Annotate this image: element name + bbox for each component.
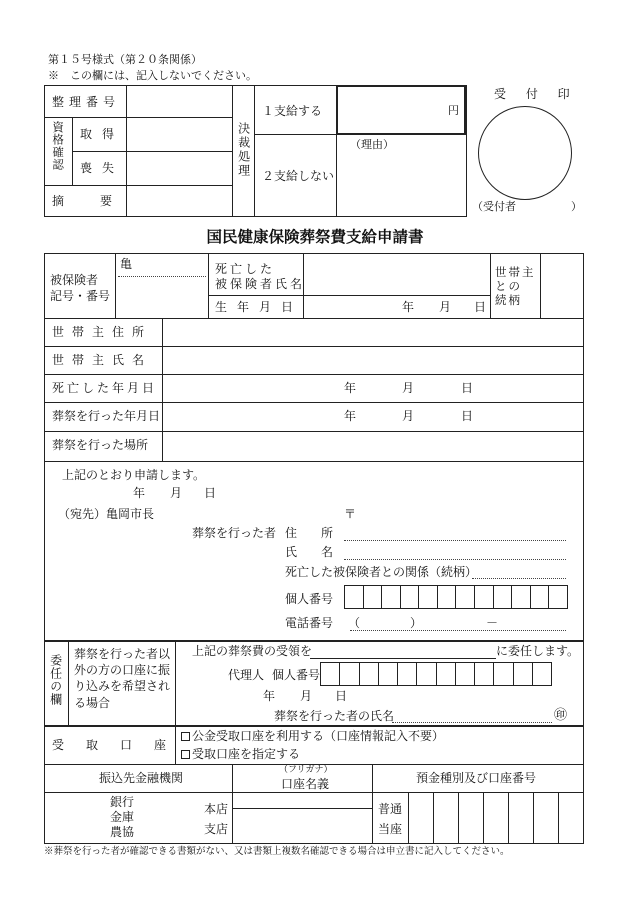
dairinin-label: 代理人 [228,668,265,682]
address-field[interactable] [344,540,566,541]
delegation-year-unit: 年 [263,689,276,703]
my-number-boxes[interactable] [344,585,568,609]
kame-prefix: 亀 [120,257,133,271]
sosai-nengappi-label: 葬祭を行った年月日 [52,409,161,423]
furigana-label: （フリガナ） [279,765,333,775]
phone-open-paren: （ [348,616,361,630]
shutoku-label: 取得 [80,127,125,141]
kokin-koza-checkbox[interactable] [181,732,190,741]
nokyo-label: 農協 [110,825,135,839]
shikyu-suru-label: １支給する [262,104,323,118]
denwa-bango-label: 電話番号 [285,616,334,630]
jusho-label: 住 所 [285,526,334,540]
option-kokin-koza-text: 公金受取口座を利用する（口座情報記入不要） [192,729,445,743]
delegation-month-unit: 月 [300,689,313,703]
delegation-statement-post: に委任します。 [496,644,580,658]
uketori-koza-label: 受取口座 [52,738,189,752]
shiten-label: 支店 [204,822,229,836]
birth-day-unit: 日 [474,300,487,314]
option-shitei-koza-text: 受取口座を指定する [192,747,301,761]
application-month-unit: 月 [170,486,183,500]
koza-meigi-label: 口座名義 [281,777,330,791]
seiri-bango-label: 整理番号 [52,95,121,109]
yokin-shubetsu-label: 預金種別及び口座番号 [416,771,537,785]
birth-month-unit: 月 [439,300,452,314]
sosaisha-shimei-label: 葬祭を行った者の氏名 [274,709,395,723]
payment-amount-box[interactable] [336,85,466,135]
uketsukesha-label: （受付者 ） [472,200,582,213]
hihokensha-kigo-label: 被保険者 記号・番号 [50,273,111,303]
footnote: ※葬祭を行った者が確認できる書類がない、又は書類上複数名確認できる場合は申立書に記入してください。 [44,846,510,857]
shimei-label: 氏 名 [285,545,334,559]
delegate-my-number-boxes[interactable] [320,662,552,686]
honten-label: 本店 [204,802,229,816]
shibo-nengappi-label: 死亡した年月日 [52,381,158,395]
name-field[interactable] [344,559,566,560]
addressee-label: （宛先）亀岡市長 [58,507,155,521]
phone-close-paren: ） [410,616,423,630]
funeral-month-unit: 月 [402,409,415,423]
page-title: 国民健康保険葬祭費支給申請書 [206,227,424,246]
office-use-notice: ※ この欄には、記入しないでください。 [48,69,257,82]
funeral-day-unit: 日 [461,409,474,423]
delegation-description: 葬祭を行った者以外の方の口座に振り込みを希望される場合 [74,647,171,710]
option-kokin-koza[interactable] [181,730,444,742]
postal-mark: 〒 [344,507,357,521]
uketsuke-in-label: 受 付 印 [494,87,578,101]
phone-dash: － [486,616,499,630]
delegation-statement-pre: 上記の葬祭費の受領を [192,644,313,658]
sosaisha-name-field[interactable] [392,722,552,723]
seal-mark: ㊞ [554,708,568,723]
delegation-label: 委任の欄 [48,654,63,706]
seinengappi-label: 生年月日 [215,300,304,314]
setainushi-jusho-label: 世帯主住所 [52,325,153,339]
sosai-basho-label: 葬祭を行った場所 [52,438,149,452]
applicant-label: 葬祭を行った者 [192,526,277,540]
furikomi-kikan-label: 振込先金融機関 [99,771,184,785]
futsu-label: 普通 [378,802,403,816]
form-number: 第１５号様式（第２０条関係） [48,53,202,66]
ginko-label: 銀行 [110,795,135,809]
funeral-year-unit: 年 [344,409,357,423]
soshitsu-label: 喪失 [80,161,125,175]
death-month-unit: 月 [402,381,415,395]
delegate-name-field[interactable] [310,658,496,659]
yen-label: 円 [448,104,459,117]
shitei-koza-checkbox[interactable] [181,750,190,759]
application-year-unit: 年 [133,486,146,500]
death-day-unit: 日 [461,381,474,395]
death-year-unit: 年 [344,381,357,395]
reception-stamp-circle [478,106,572,200]
kinko-label: 金庫 [110,810,135,824]
shikyu-shinai-label: ２支給しない [262,169,335,183]
kojin-bango-label: 個人番号 [285,592,334,606]
shikaku-kakunin-label: 資格確認 [51,121,66,171]
riyu-label: （理由） [350,138,394,151]
application-statement: 上記のとおり申請します。 [62,468,206,482]
kankei-label: 死亡した被保険者との関係（続柄） [285,565,478,579]
application-day-unit: 日 [204,486,217,500]
setainushi-shimei-label: 世帯主氏名 [52,353,153,367]
tekiyo-label: 摘要 [52,194,149,208]
relationship-field[interactable] [472,578,566,579]
birth-year-unit: 年 [402,300,415,314]
delegate-kojin-bango-label: 個人番号 [272,668,321,682]
setainushi-zokugara-label: 世帯主 との 続柄 [495,265,536,307]
toza-label: 当座 [378,822,403,836]
shibo-hihokensha-label: 死亡した 被保険者氏名 [215,262,306,291]
option-shitei-koza[interactable] [181,748,300,760]
phone-field[interactable] [350,630,566,631]
kessai-shori-label: 決裁処理 [236,122,251,178]
delegation-day-unit: 日 [335,689,348,703]
